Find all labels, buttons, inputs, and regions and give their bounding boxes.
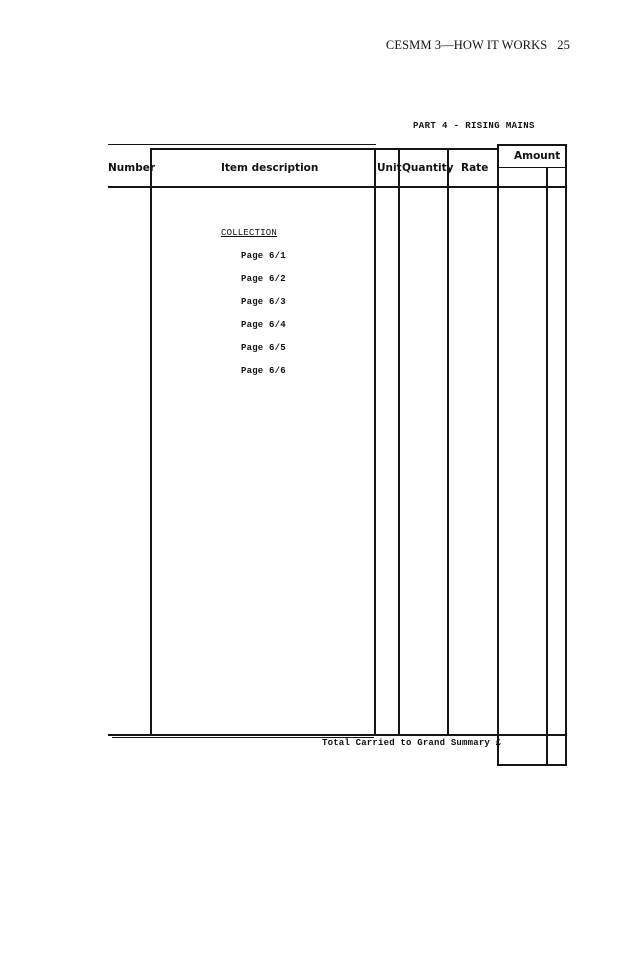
page-number: 25 [557,38,570,52]
collection-entry: Page 6/4 [241,320,286,330]
col-rate-header: Rate [461,162,489,174]
rule-number-desc [150,148,152,736]
collection-entry: Page 6/2 [241,274,286,284]
col-amount-header: Amount [514,150,561,162]
rule-rate-amount [497,144,499,766]
collection-entry: Page 6/5 [241,343,286,353]
collection-entry: Page 6/1 [241,251,286,261]
running-header-title: CESMM 3—HOW IT WORKS [385,38,548,52]
amount-box-top [498,144,566,146]
rule-qty-rate [447,148,449,736]
total-box-bottom [498,764,566,766]
total-carried-label: Total Carried to Grand Summary £ [322,738,502,748]
collection-heading: COLLECTION [221,228,278,238]
col-number-header: Number [108,162,156,174]
top-rule-left [108,144,376,145]
collection-entry: Page 6/3 [241,297,286,307]
amount-subdivide-rule [498,167,566,168]
bottom-rule [108,734,566,736]
col-description-header: Item description [221,162,319,174]
col-unit-header: Unit [377,162,402,174]
top-rule-main [150,148,498,150]
running-header [350,38,570,53]
rule-desc-unit [374,148,376,736]
collection-entry: Page 6/6 [241,366,286,376]
rule-amount-inner [546,167,548,766]
part-heading: PART 4 - RISING MAINS [413,121,535,131]
rule-unit-qty [398,148,400,736]
col-quantity-header: Quantity [402,162,454,174]
rule-amount-right [565,144,567,766]
